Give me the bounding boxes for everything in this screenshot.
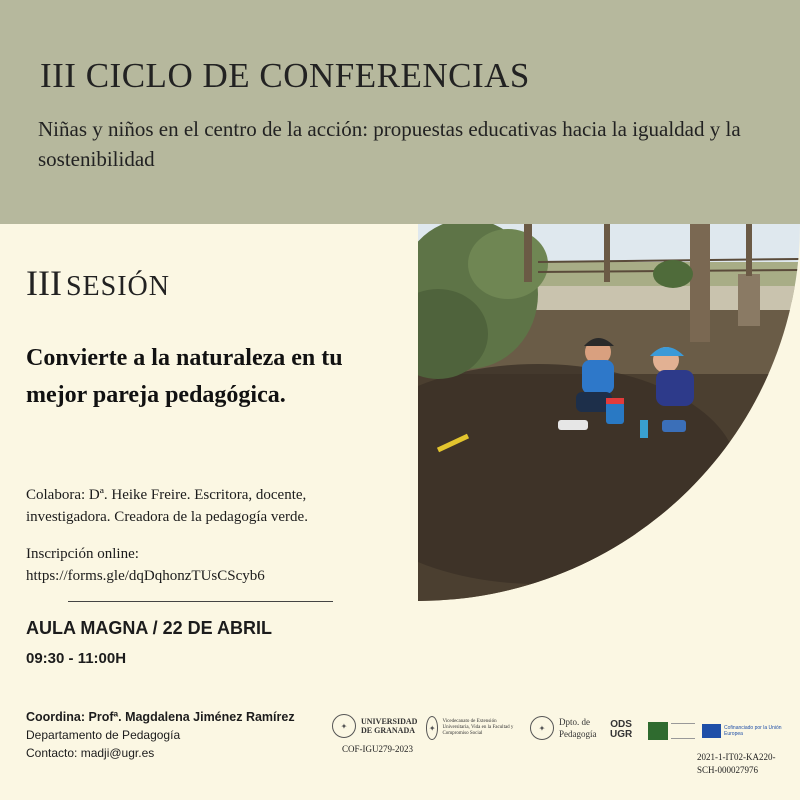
conference-title: III CICLO DE CONFERENCIAS	[40, 56, 530, 95]
ugr-code: COF-IGU279-2023	[342, 744, 413, 754]
session-number: III	[26, 263, 62, 303]
coordinator-name: Coordina: Profª. Magdalena Jiménez Ramírez	[26, 710, 295, 724]
session-heading	[26, 262, 170, 304]
talk-title: Convierte a la naturaleza en tu mejor pareja pedagógica.	[26, 345, 343, 408]
venue-date: AULA MAGNA / 22 DE ABRIL	[26, 618, 273, 638]
registration-url[interactable]: https://forms.gle/dqDqhonzTUsCScyb6	[26, 568, 265, 584]
project-ref-line1: 2021-1-IT02-KA220-	[697, 752, 776, 762]
eu-text: Cofinanciado por la Unión Europea	[724, 725, 782, 737]
dpto-logo	[530, 716, 597, 740]
vicerrectorado-logo	[426, 716, 522, 740]
registration-label: Inscripción online:	[26, 546, 139, 562]
collaborator-text: Colabora: Dª. Heike Freire. Escritora, docente, investigadora. Creadora de la pedagogía verde.	[26, 487, 308, 525]
ods-line1: ODS	[610, 719, 632, 730]
conference-subtitle: Niñas y niños en el centro de la acción: propuestas educativas hacia la igualdad y la sostenibilidad	[38, 117, 741, 171]
ugr-seal-icon: ✦	[332, 714, 356, 738]
green-project-icon	[648, 722, 668, 740]
registration-block	[26, 543, 356, 587]
green-project-text-icon	[671, 723, 695, 739]
event-time: 09:30 - 11:00H	[26, 650, 127, 667]
vicerrectorado-text: Vicedecanato de Extensión Universitaria, Vida en la Facultad y Compromiso Social	[442, 719, 514, 736]
sponsor-logos	[330, 710, 800, 790]
coordinator-contact[interactable]: Contacto: madji@ugr.es	[26, 746, 155, 760]
faculty-seal-icon: ✦	[426, 716, 438, 740]
ods-logo	[610, 720, 632, 740]
coordinator-block	[26, 708, 295, 762]
header-band	[0, 0, 800, 224]
eu-flag-icon	[702, 724, 721, 738]
dpto-line2: Pedagogía	[559, 729, 597, 739]
session-word: SESIÓN	[65, 271, 170, 302]
eu-logo	[702, 724, 798, 738]
project-ref-line2: SCH-000027976	[697, 765, 759, 775]
ugr-line1: UNIVERSIDAD	[361, 717, 418, 726]
coordinator-department: Departamento de Pedagogía	[26, 728, 181, 742]
green-project-logo	[648, 722, 695, 740]
ugr-logo	[332, 714, 417, 738]
dpto-line1: Dpto. de	[559, 717, 590, 727]
children-playing-photo	[418, 224, 800, 601]
dpto-seal-icon: ✦	[530, 716, 554, 740]
divider	[68, 601, 333, 602]
ods-line2: UGR	[610, 729, 633, 740]
ugr-line2: DE GRANADA	[361, 726, 415, 735]
